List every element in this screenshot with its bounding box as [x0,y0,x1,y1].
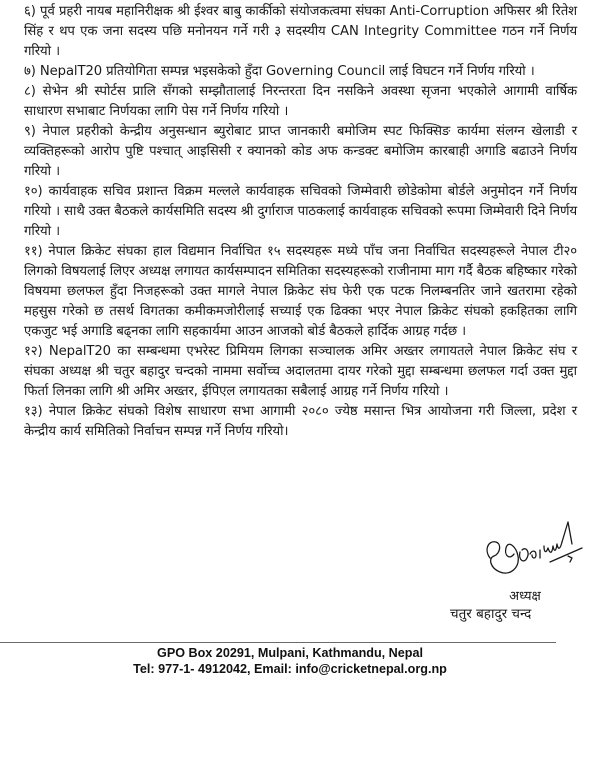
decision-item-11: ११) नेपाल क्रिकेट संघका हाल विद्यमान निर्वाचित १५ सदस्यहरू मध्ये पाँच जना निर्वाचित सदस्यहरूले नेपाल टी२० लिगको विषयलाई लिएर अध्यक्ष लगायत कार्यसम्पादन समितिका सदस्यहरूको राजीनामा माग गर्दै बैठक बहिष्कार गरेको विषयमा छलफल हुँदा निजहरूको उक्त मागले नेपाल क्रिकेट संघ फेरी एक पटक निलम्बनतिर जाने खतरामा रहेको महसुस गरेको छ तसर्थ विगतका कमीकमजोरीलाई सच्याई एक ढिक्का भएर नेपाल क्रिकेट संघको हकहितका लागि एकजुट भई अगाडि बढ्नका लागि सहकार्यमा आउन आजको बोर्ड बैठकले हार्दिक आग्रह गर्दछ । [24,244,577,339]
letterhead-footer [0,645,580,677]
footer-divider [0,642,556,643]
signature-block [440,505,600,630]
decisions-body [24,2,577,442]
signatory-title: अध्यक्ष [509,589,541,604]
footer-contact: Tel: 977-1- 4912042, Email: info@cricketnepal.org.np [133,662,447,676]
decision-item-9: ९) नेपाल प्रहरीको केन्द्रीय अनुसन्धान ब्युरोबाट प्राप्त जानकारी बमोजिम स्पट फिक्सिङ कार्यमा संलग्न खेलाडी र व्यक्तिहरूको आरोप पुष्टि पश्चात् आइसिसी र क्यानको कोड अफ कन्डक्ट बमोजिम कारबाही अगाडि बढाउने निर्णय गरियो । [24,124,577,179]
decision-item-7: ७) NepalT20 प्रतियोगिता सम्पन्न भइसकेको हुँदा Governing Council लाई विघटन गर्ने निर्णय गरियो । [24,64,535,79]
signatory-name: चतुर बहादुर चन्द [450,606,532,622]
decision-item-6: ६) पूर्व प्रहरी नायब महानिरीक्षक श्री ईश्वर बाबु कार्कीको संयोजकत्वमा संघका Anti-Corruption अफिसर श्री रितेश सिंह र थप एक जना सदस्य पछि मनोनयन गर्ने गरी ३ सदस्यीय CAN Integrity Committee गठन गर्ने निर्णय गरियो । [24,4,577,59]
decision-item-12: १२) NepalT20 का सम्बन्धमा एभरेस्ट प्रिमियम लिगका सञ्चालक अमिर अख्तर लगायतले नेपाल क्रिकेट संघ र संघका अध्यक्ष श्री चतुर बहादुर चन्दको नाममा सर्वोच्च अदालतमा दायर गरेको मुद्दा सम्बन्धमा छलफल गर्दा उक्त मुद्दा फिर्ता लिनका लागि श्री अमिर अख्तर, ईपिएल लगायतका सबैलाई आग्रह गर्ने निर्णय गरियो । [24,344,577,399]
handwritten-signature [480,510,585,585]
footer-address: GPO Box 20291, Mulpani, Kathmandu, Nepal [157,646,423,660]
decision-item-10: १०) कार्यवाहक सचिव प्रशान्त विक्रम मल्लले कार्यवाहक सचिवको जिम्मेवारी छोडेकोमा बोर्डले अनुमोदन गर्ने निर्णय गरियो । साथै उक्त बैठकले कार्यसमिति सदस्य श्री दुर्गाराज पाठकलाई कार्यवाहक सचिवको रूपमा जिम्मेवारी दिने निर्णय गरियो । [24,184,577,239]
decision-item-13: १३) नेपाल क्रिकेट संघको विशेष साधारण सभा आगामी २०८० ज्येष्ठ मसान्त भित्र आयोजना गरी जिल्ला, प्रदेश र केन्द्रीय कार्य समितिको निर्वाचन सम्पन्न गर्ने निर्णय गरियो। [24,404,577,439]
decision-item-8: ८) सेभेन श्री स्पोर्टस प्रालि सँगको सम्झौतालाई निरन्तरता दिन नसकिने अवस्था सृजना भएकोले आगामी वार्षिक साधारण सभाबाट निर्णयका लागि पेस गर्ने निर्णय गरियो । [24,84,577,119]
